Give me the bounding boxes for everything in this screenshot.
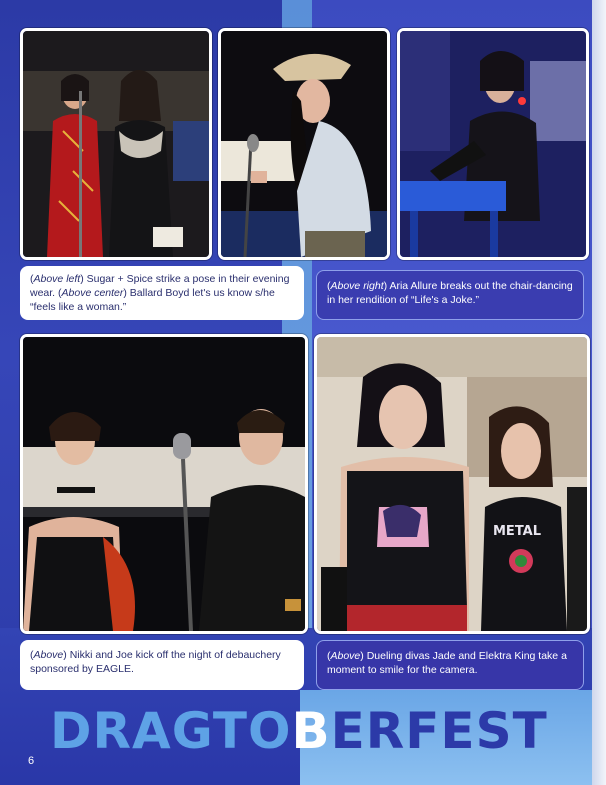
photo-nikki-joe [20, 334, 308, 634]
caption-text: Nikki and Joe kick off the night of debauchery sponsored by EAGLE. [30, 649, 281, 675]
page-number: 6 [28, 755, 35, 767]
page-title [50, 702, 548, 760]
caption-position-label: Above left [33, 273, 81, 285]
caption-position-label: Above right [330, 280, 384, 292]
page-title-part1: DRAGTO [50, 702, 292, 760]
photo-jade-elektra [314, 334, 590, 634]
caption-position-label: Above center [61, 287, 124, 299]
caption-above-right: (Above right) Aria Allure breaks out the chair-dancing in her rendition of “Life's a Joke.” [316, 270, 584, 320]
page-title-part3: ERFEST [330, 702, 548, 760]
caption-text: Sugar + Spice strike a pose in their evening wear. [30, 273, 290, 299]
caption-above-left: (Above left) Sugar + Spice strike a pose in their evening wear. (Above center) Ballard Boyd let's us know s/he “feels like a woman.” [20, 266, 304, 320]
sugar-spice-image [23, 31, 209, 257]
shirt-text: METAL [493, 524, 542, 539]
jade-elektra-image [317, 337, 587, 631]
caption-position-label: Above [33, 649, 64, 661]
photo-sugar-spice [20, 28, 212, 260]
aria-allure-image [400, 31, 586, 257]
page-edge [592, 0, 606, 785]
caption-above-jade-elektra: (Above) Dueling divas Jade and Elektra King take a moment to smile for the camera. [316, 640, 584, 690]
caption-text: Aria Allure breaks out the chair-dancing in her rendition of “Life's a Joke.” [327, 280, 573, 306]
ballard-boyd-image [221, 31, 387, 257]
caption-text: Ballard Boyd let's us know s/he “feels like a woman.” [30, 287, 275, 313]
caption-above-nikki-joe: (Above) Nikki and Joe kick off the night of debauchery sponsored by EAGLE. [20, 640, 304, 690]
caption-text: Dueling divas Jade and Elektra King take a moment to smile for the camera. [327, 650, 567, 676]
photo-ballard-boyd [218, 28, 390, 260]
page-title-part2: B [291, 702, 331, 760]
caption-position-label: Above [330, 650, 361, 662]
photo-aria-allure [397, 28, 589, 260]
nikki-joe-image [23, 337, 305, 631]
